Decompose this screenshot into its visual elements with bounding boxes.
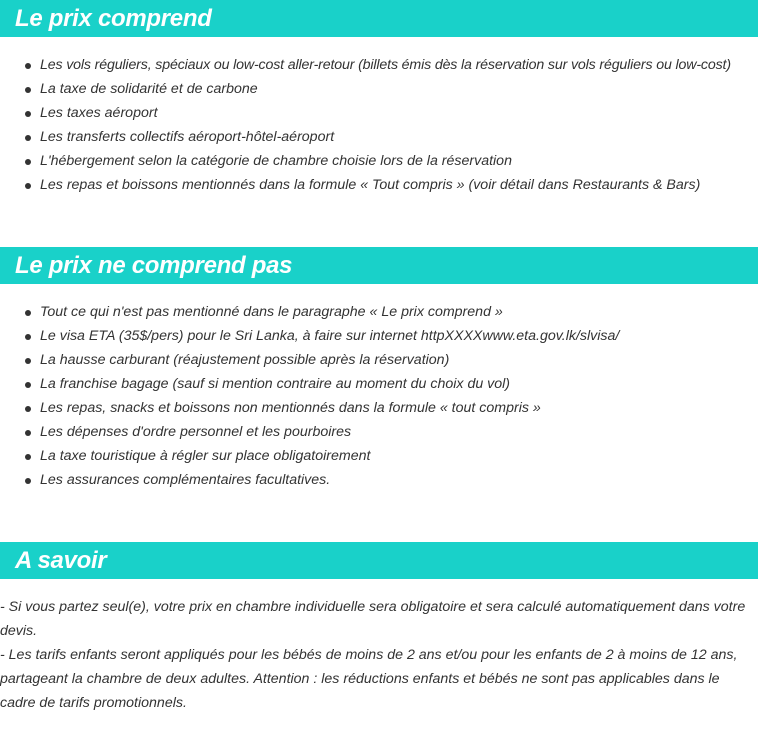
list-item: La hausse carburant (réajustement possible après la réservation) — [0, 348, 758, 372]
list-item: Les taxes aéroport — [0, 101, 758, 125]
list-item: La franchise bagage (sauf si mention contraire au moment du choix du vol) — [0, 372, 758, 396]
list-item: Les repas et boissons mentionnés dans la formule « Tout compris » (voir détail dans Restaurants & Bars) — [0, 173, 758, 197]
bullet-icon — [25, 430, 31, 436]
bullet-icon — [25, 478, 31, 484]
bullet-icon — [25, 334, 31, 340]
list-item: Les repas, snacks et boissons non mentionnés dans la formule « tout compris » — [0, 396, 758, 420]
paragraph: - Les tarifs enfants seront appliqués pour les bébés de moins de 2 ans et/ou pour les enfants de 2 à moins de 12 ans, partageant la chambre de deux adultes. Attention : les réductions enfants et bébés ne sont pas applicables dans le cadre de tarifs promotionnels. — [0, 647, 738, 711]
list-item: Tout ce qui n'est pas mentionné dans le paragraphe « Le prix comprend » — [0, 300, 758, 324]
bullet-icon — [25, 63, 31, 69]
section-title: Le prix ne comprend pas — [15, 251, 293, 279]
bullet-icon — [25, 454, 31, 460]
bullet-icon — [25, 111, 31, 117]
list-prix-comprend — [0, 53, 758, 197]
list-item: L'hébergement selon la catégorie de chambre choisie lors de la réservation — [0, 149, 758, 173]
list-item: Les assurances complémentaires facultatives. — [0, 468, 758, 492]
list-item: Les transferts collectifs aéroport-hôtel-aéroport — [0, 125, 758, 149]
list-item: Les dépenses d'ordre personnel et les pourboires — [0, 420, 758, 444]
bullet-icon — [25, 382, 31, 388]
section-header-prix-ne-comprend-pas — [0, 247, 758, 284]
section-header-prix-comprend — [0, 0, 758, 37]
list-item: Le visa ETA (35$/pers) pour le Sri Lanka, à faire sur internet httpXXXXwww.eta.gov.lk/slvisa/ — [0, 324, 758, 348]
bullet-icon — [25, 183, 31, 189]
a-savoir-text — [0, 595, 758, 715]
list-item: La taxe touristique à régler sur place obligatoirement — [0, 444, 758, 468]
bullet-icon — [25, 358, 31, 364]
section-title: Le prix comprend — [15, 4, 212, 32]
bullet-icon — [25, 310, 31, 316]
bullet-icon — [25, 159, 31, 165]
bullet-icon — [25, 135, 31, 141]
bullet-icon — [25, 406, 31, 412]
bullet-icon — [25, 87, 31, 93]
list-prix-ne-comprend-pas — [0, 300, 758, 492]
section-title: A savoir — [15, 546, 107, 574]
section-header-a-savoir — [0, 542, 758, 579]
paragraph: - Si vous partez seul(e), votre prix en chambre individuelle sera obligatoire et sera calculé automatiquement dans votre devis. — [0, 599, 746, 639]
list-item: Les vols réguliers, spéciaux ou low-cost aller-retour (billets émis dès la réservation sur vols réguliers ou low-cost) — [0, 53, 758, 77]
list-item: La taxe de solidarité et de carbone — [0, 77, 758, 101]
